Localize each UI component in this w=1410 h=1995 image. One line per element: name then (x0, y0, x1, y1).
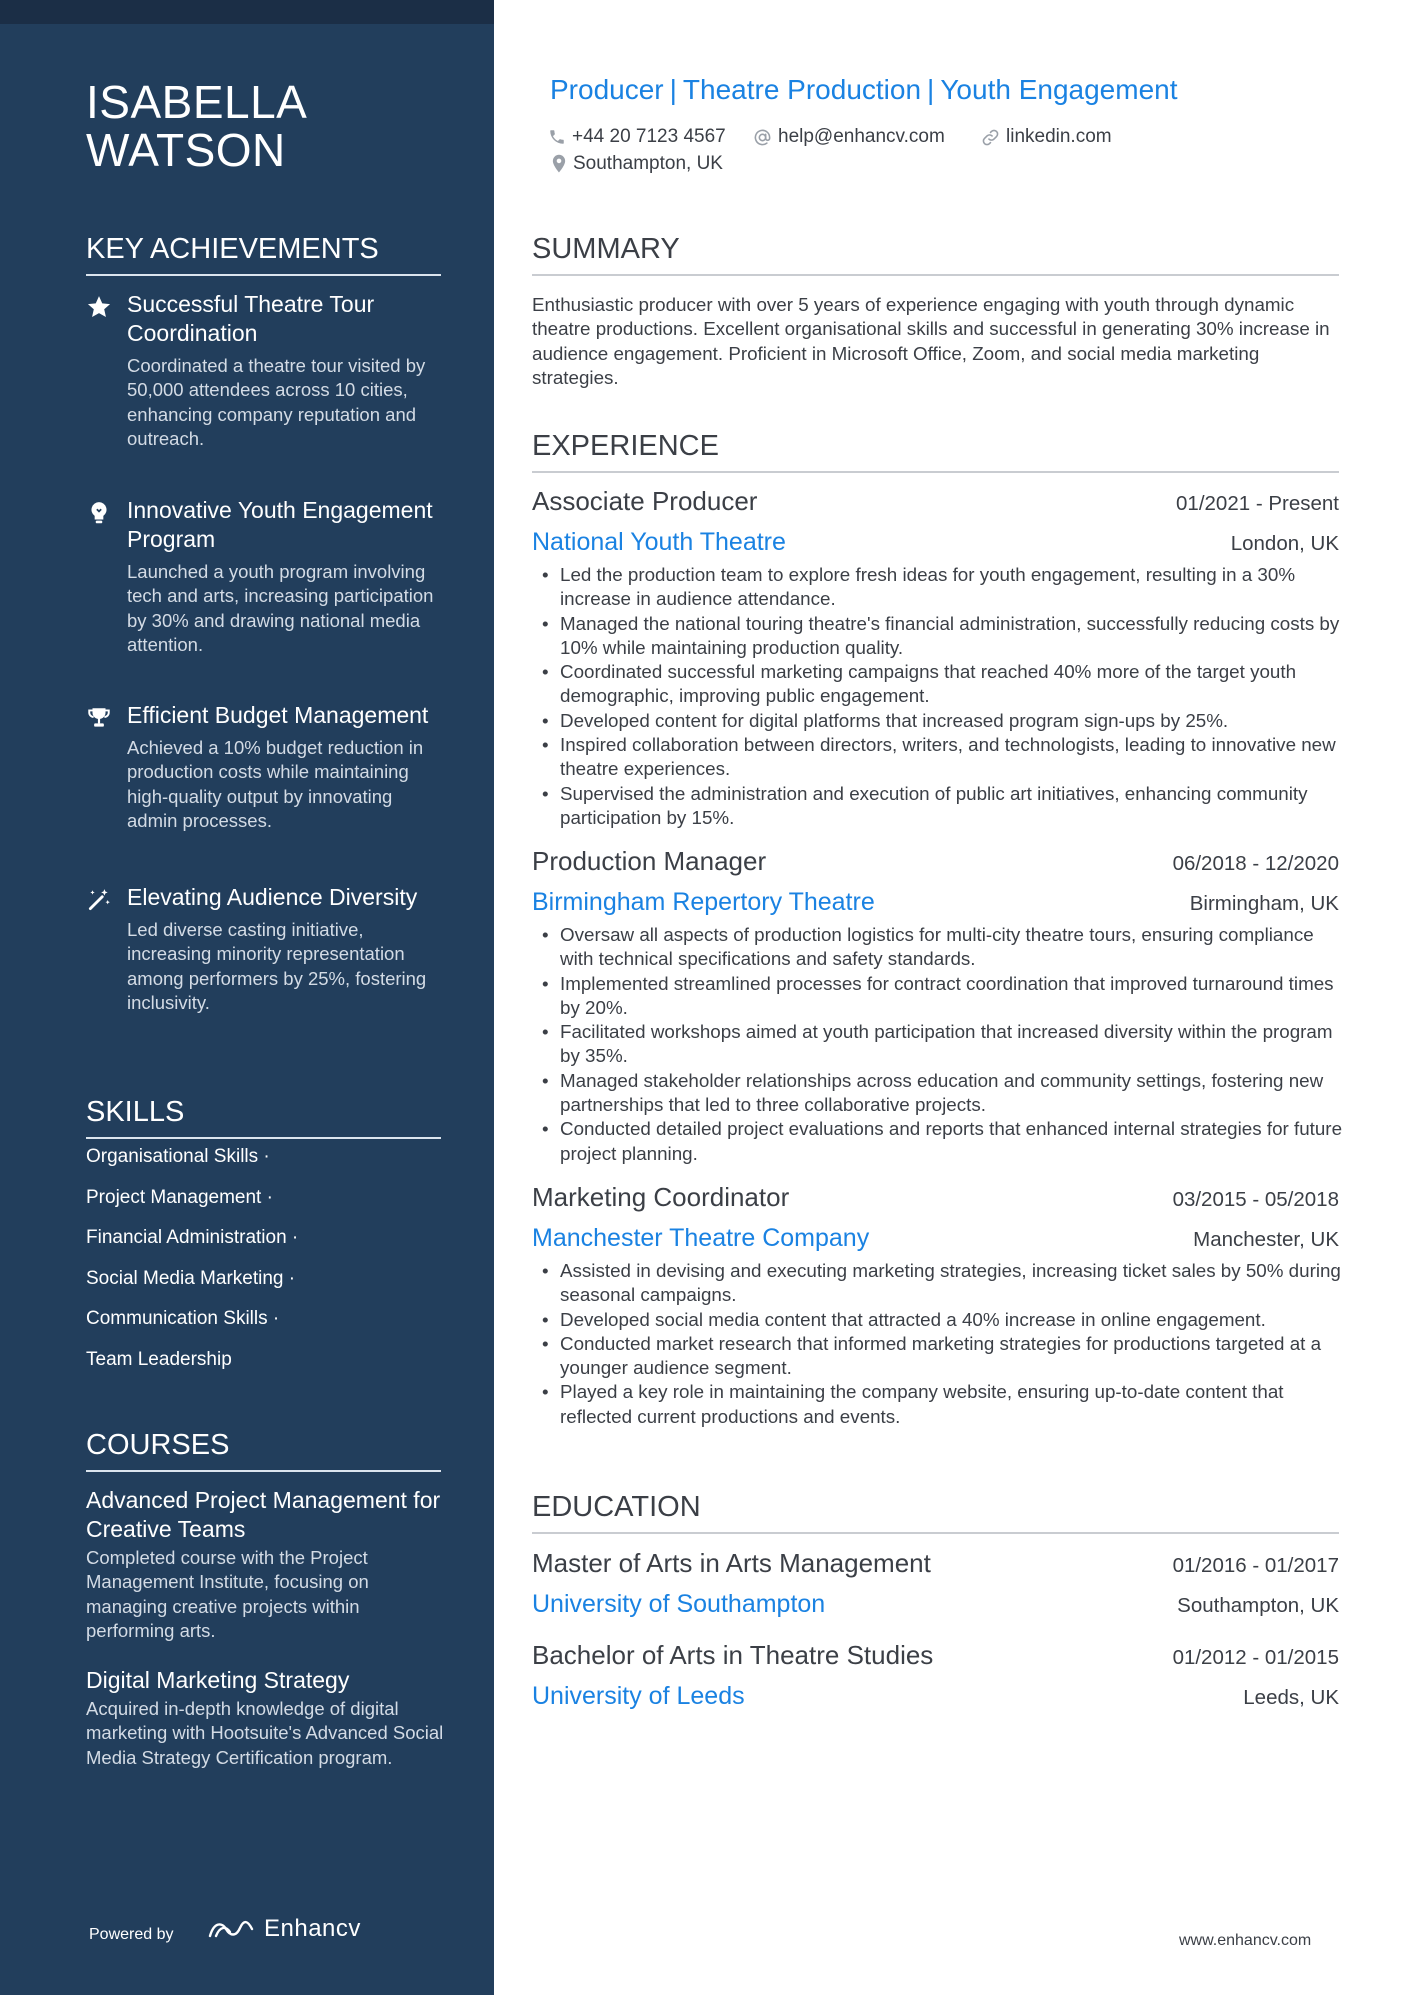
list-item: • Played a key role in maintaining the company website, ensuring up-to-date content that reflected current productions and events. (532, 1380, 1342, 1429)
enhancv-logo-icon (208, 1916, 254, 1942)
sidebar-top-bar (0, 0, 494, 24)
achievement-title: Efficient Budget Management (127, 702, 429, 728)
trophy-icon (86, 705, 112, 731)
school-name[interactable]: University of Leeds (532, 1682, 745, 1710)
job-bullets (532, 1259, 1342, 1429)
job-header (532, 1182, 1339, 1213)
summary-heading: SUMMARY (532, 232, 1339, 276)
powered-by-label: Powered by (89, 1926, 174, 1943)
courses-heading: COURSES (86, 1428, 441, 1472)
job-title: Production Manager (532, 846, 767, 876)
list-item: • Led the production team to explore fresh ideas for youth engagement, resulting in a 30% increase in audience attendance. (532, 563, 1342, 612)
course-desc: Acquired in-depth knowledge of digital marketing with Hootsuite's Advanced Social Media Strategy Certification program. (86, 1698, 444, 1768)
list-item: • Coordinated successful marketing campaigns that reached 40% more of the target youth demographic, improving public engagement. (532, 660, 1342, 709)
job-location: Manchester, UK (1193, 1228, 1339, 1251)
sidebar (0, 0, 494, 1995)
achievements-heading: KEY ACHIEVEMENTS (86, 232, 441, 276)
footer-url[interactable]: www.enhancv.com (1179, 1932, 1312, 1949)
achievement-title: Innovative Youth Engagement Program (127, 497, 433, 552)
headline-part: Theatre Production (682, 74, 922, 105)
education-header (532, 1640, 1339, 1671)
contact-linkedin[interactable] (981, 125, 1112, 149)
achievement-item (86, 290, 446, 451)
achievement-desc: Launched a youth program involving tech and arts, increasing participation by 30% and drawing national media attention. (127, 561, 434, 655)
skills-heading: SKILLS (86, 1095, 441, 1139)
course-item (86, 1486, 451, 1643)
skill-item: Organisational Skills · (86, 1146, 270, 1167)
star-icon (86, 294, 112, 320)
candidate-name (86, 78, 466, 174)
name-last: WATSON (86, 124, 286, 176)
experience-heading: EXPERIENCE (532, 429, 1339, 473)
phone-text: +44 20 7123 4567 (572, 126, 726, 147)
at-icon (753, 128, 772, 147)
job-company-row (532, 1223, 1339, 1253)
course-item (86, 1666, 451, 1770)
list-item: • Inspired collaboration between directors, writers, and technologists, leading to innovative new theatre experiences. (532, 733, 1342, 782)
job-company[interactable]: Birmingham Repertory Theatre (532, 888, 875, 916)
education-school-row (532, 1681, 1339, 1711)
achievement-desc: Led diverse casting initiative, increasing minority representation among performers by 25%, fostering inclusivity. (127, 919, 427, 1013)
lightbulb-icon (86, 500, 112, 526)
list-item: • Facilitated workshops aimed at youth participation that increased diversity within the program by 35%. (532, 1020, 1342, 1069)
job-title: Marketing Coordinator (532, 1182, 790, 1212)
link-icon (981, 128, 1000, 147)
magic-wand-icon (86, 887, 112, 913)
skill-item: Communication Skills · (86, 1308, 280, 1329)
achievement-item (86, 883, 446, 1015)
course-desc: Completed course with the Project Management Institute, focusing on managing creative projects within performing arts. (86, 1547, 369, 1641)
achievement-title: Elevating Audience Diversity (127, 884, 418, 910)
education-school-row (532, 1589, 1339, 1619)
job-dates: 01/2021 - Present (1176, 492, 1339, 515)
list-item: • Developed social media content that attracted a 40% increase in online engagement. (532, 1308, 1342, 1332)
contact-location (551, 152, 723, 176)
degree-title: Master of Arts in Arts Management (532, 1548, 931, 1578)
job-company-row (532, 527, 1339, 557)
course-title: Advanced Project Management for Creative Teams (86, 1487, 441, 1542)
enhancv-logo-text: Enhancv (264, 1915, 361, 1942)
job-header (532, 486, 1339, 517)
education-heading: EDUCATION (532, 1490, 1339, 1534)
job-bullets (532, 563, 1342, 830)
list-item: • Assisted in devising and executing marketing strategies, increasing ticket sales by 50% during seasonal campaigns. (532, 1259, 1342, 1308)
headline: Producer | Theatre Production | Youth Engagement (550, 74, 1178, 105)
school-location: Southampton, UK (1177, 1594, 1339, 1617)
list-item: • Managed stakeholder relationships across education and community settings, fostering new partnerships that led to three collaborative projects. (532, 1069, 1342, 1118)
job-title: Associate Producer (532, 486, 758, 516)
location-pin-icon (551, 154, 567, 174)
skill-item: Financial Administration · (86, 1227, 299, 1248)
job-location: Birmingham, UK (1189, 892, 1339, 915)
list-item: • Implemented streamlined processes for contract coordination that improved turnaround times by 20%. (532, 972, 1342, 1021)
phone-icon (548, 128, 566, 146)
job-location: London, UK (1230, 532, 1339, 555)
list-item: • Oversaw all aspects of production logistics for multi-city theatre tours, ensuring compliance with technical specifications and safety standards. (532, 923, 1342, 972)
job-dates: 03/2015 - 05/2018 (1172, 1188, 1339, 1211)
job-header (532, 846, 1339, 877)
skill-item: Social Media Marketing · (86, 1268, 296, 1289)
job-company-row (532, 887, 1339, 917)
list-item: • Conducted market research that informed marketing strategies for productions targeted at a younger audience segment. (532, 1332, 1342, 1381)
list-item: • Developed content for digital platforms that increased program sign-ups by 25%. (532, 709, 1342, 733)
degree-title: Bachelor of Arts in Theatre Studies (532, 1640, 934, 1670)
job-company[interactable]: Manchester Theatre Company (532, 1224, 870, 1252)
education-header (532, 1548, 1339, 1579)
job-dates: 06/2018 - 12/2020 (1172, 852, 1339, 875)
school-name[interactable]: University of Southampton (532, 1590, 826, 1618)
list-item: • Conducted detailed project evaluations and reports that enhanced internal strategies for future project planning. (532, 1117, 1342, 1166)
contact-email[interactable] (753, 125, 945, 149)
education-dates: 01/2012 - 01/2015 (1172, 1646, 1339, 1669)
email-text: help@enhancv.com (778, 126, 945, 147)
linkedin-text: linkedin.com (1006, 126, 1112, 147)
achievement-item (86, 496, 446, 657)
list-item: • Supervised the administration and execution of public art initiatives, enhancing community participation by 15%. (532, 782, 1342, 831)
achievement-desc: Achieved a 10% budget reduction in production costs while maintaining high-quality output by innovating admin processes. (127, 737, 424, 831)
education-dates: 01/2016 - 01/2017 (1172, 1554, 1339, 1577)
achievement-title: Successful Theatre Tour Coordination (127, 291, 375, 346)
course-title: Digital Marketing Strategy (86, 1667, 350, 1693)
location-text: Southampton, UK (573, 153, 723, 174)
school-location: Leeds, UK (1243, 1686, 1339, 1709)
contact-phone[interactable] (548, 125, 726, 149)
achievement-desc: Coordinated a theatre tour visited by 50,000 attendees across 10 cities, enhancing company reputation and outreach. (127, 355, 426, 449)
skill-item: Project Management · (86, 1187, 273, 1208)
headline-part: Youth Engagement (940, 74, 1178, 105)
job-company[interactable]: National Youth Theatre (532, 528, 786, 556)
enhancv-logo[interactable] (208, 1915, 361, 1943)
skill-item: Team Leadership (86, 1349, 232, 1370)
headline-part: Producer (550, 74, 664, 105)
job-bullets (532, 923, 1342, 1166)
name-first: ISABELLA (86, 76, 308, 128)
list-item: • Managed the national touring theatre's financial administration, successfully reducing costs by 10% while maintaining production quality. (532, 612, 1342, 661)
achievement-item (86, 701, 446, 833)
summary-text: Enthusiastic producer with over 5 years of experience engaging with youth through dynamic theatre productions. Excellent organisational skills and successful in generating 30% increase in audience engagement. Proficient in Microsoft Office, Zoom, and social media marketing strategies. (532, 294, 1330, 388)
